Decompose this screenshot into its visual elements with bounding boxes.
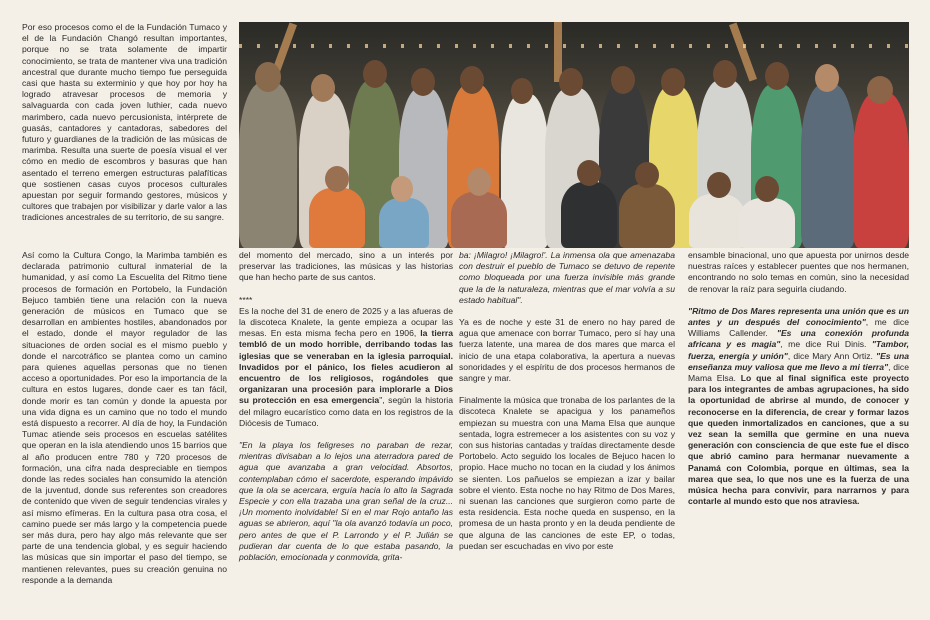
person-head: [411, 68, 435, 96]
paragraph: del momento del mercado, sino a un interés por preservar las tradiciones, las músicas y las historias que han hecho parte de sus cantos.: [239, 250, 453, 283]
text-run: , dice Mama Elsa.: [688, 361, 909, 384]
bold-italic-quote: "Ritmo de Dos Mares representa una unión que es un antes y un después del conocimiento": [688, 305, 909, 328]
person: [451, 192, 507, 248]
bold-italic-quote: "Tambor, fuerza, energía y unión": [688, 339, 910, 361]
article-column-3: [459, 250, 675, 552]
person-head: [707, 172, 731, 198]
quotes-paragraph: [688, 306, 909, 508]
group-photo: [239, 22, 909, 248]
person-head: [559, 68, 583, 96]
person-head: [577, 160, 601, 186]
person-head: [460, 66, 484, 94]
text-run: , me dice Williams Callender.: [688, 317, 909, 339]
person: [379, 198, 429, 248]
person: [309, 188, 365, 248]
section-separator: ****: [239, 294, 253, 305]
bold-italic-quote: "Es una enseñanza muy valiosa que me llevo a mi tierra": [688, 350, 909, 372]
paragraph: Por eso procesos como el de la Fundación Tumaco y el de la Fundación Changó resultan importantes, porque no se trata solamente de impartir conocimiento, se trata de mantener viva una tradición ancestral que durante mucho tiempo fue perseguida casi que hasta su exterminio y que hoy por hoy ha logrado atravesar procesos de memoria y salvaguarda con cada joven luthier, cada nuevo marimbero, cada nuevo percusionista, intérprete de guasás, cantadores y cantadoras, sabedores del futuro y guardianes de la tradición de las músicas de marimba. Resulta una suerte de poesía visual el ver cómo en medio de escombros y basuras que han asentado el terreno emergen estructuras palafíticas que sostienen casas cuyos procesos culturales apuestan por seguir formando gestores, músicos y cultores que trabajen por visibilizar y darle valor a las tradiciones ancestrales de su territorio, de su sangre.: [22, 22, 227, 223]
person-head: [311, 74, 335, 102]
person: [619, 184, 675, 248]
person-head: [325, 166, 349, 192]
text-run: ", según la historia del milagro eucarístico como data en los registros de la Diócesis de Tumaco.: [239, 395, 453, 428]
person: [801, 84, 855, 248]
paragraph: Ya es de noche y este 31 de enero no hay pared de agua que amenace con borrar Tumaco, pero sí hay una fuerza latente, una marea de dos mares que marca el inicio de una etapa colaborativa, la apertura a nuevas sonoridades y el espíritu de dos procesos hermanos de sangre y mar.: [459, 317, 675, 384]
person: [239, 82, 297, 248]
person: [561, 182, 617, 248]
person-head: [755, 176, 779, 202]
text-run: , me dice Rui Dinis.: [780, 339, 872, 350]
person-head: [815, 64, 839, 92]
person: [501, 94, 549, 248]
person-head: [765, 62, 789, 90]
string-lights: [239, 44, 909, 48]
person-head: [713, 60, 737, 88]
person-head: [391, 176, 413, 202]
person-head: [635, 162, 659, 188]
paragraph: Así como la Cultura Congo, la Marimba también es declarada patrimonio cultural inmaterial de la humanidad, y así como La Escuelita del Ritmo tiene procesos de formación en Portobelo, la Fundación Bejuco también tiene una relación con la nueva generación de músicos en Tumaco que se desarrollan en ambientes hostiles, abandonados por el estado, donde el mayor regulador de las situaciones de orden social es el mismo pueblo y donde el narcotráfico se plantea como un camino para quienes aquellas personas que no tienen acceso a oportunidades. Por eso la importancia de la cultura en estos lugares, donde caer es tan fácil, donde morir es tan común y donde la apuesta por una vida digna es un camino que no todo el mundo está dispuesto a recorrer. Al día de hoy, la Fundación Tumac atiende seis procesos en escuelas satélites que operan en la isla atendiendo unos 15 barrios que al año producen entre 780 y 720 procesos de formación, una cifra nada despreciable en tiempos donde las redes sociales han consumido la atención de la juventud, donde sus referentes son creadores de contenido que viven de seguir tendencias virales y así mismo efímeras. En la cultura pasa otra cosa, el camino puede ser más largo y la competencia puede ser más dura, pero hay algo más relevante que ser parte de una tendencia global, y es seguir haciendo las músicas que sin importar el paso del tiempo, se mantienen relevantes, pues su creación genuina no responde a la demanda: [22, 250, 227, 585]
italic-quote: ba: ¡Milagro! ¡Milagro!'. La inmensa ola que amenazaba con destruir el pueblo de Tumaco se detuvo de repente como bloqueada por una fuerza invisible más grande que la de la naturaleza, mientras que el mar volvía a su estado habitual".: [459, 250, 675, 305]
person-head: [363, 60, 387, 88]
bold-text-run: Lo que al final significa este proyecto para los integrantes de ambas agrupaciones, ha sido la oportunidad de abrirse al mundo, de conocer y reconocerse en la diferencia, de crear y formar lazos que queden inmortalizados en canciones, que a su vez sean la semilla que germine en una nueva generación con consciencia de que este fue el disco que abrió camino para hermanar nuevamente a Panamá con Colombia, porque en últimas, sea la marea que sea, lo que nos une es la fuerza de una música hecha para convivir, para narrarnos y para contarle al mundo esto que nos atraviesa.: [688, 373, 909, 507]
text-run: Es la noche del 31 de enero de 2025 y a las afueras de la discoteca Knalete, la gente empieza a ocupar las mesas. En esta misma fecha pero en 1906,: [239, 305, 453, 339]
person: [739, 198, 795, 248]
person-head: [661, 68, 685, 96]
article-column-4: [688, 250, 909, 507]
article-column-1-bottom: [22, 250, 227, 586]
person-head: [867, 76, 893, 104]
person-head: [467, 168, 491, 196]
person-head: [255, 62, 281, 92]
person: [853, 92, 909, 248]
person: [689, 194, 745, 248]
person-head: [511, 78, 533, 104]
bold-text-run: la tierra tembló de un modo horrible, derribando todas las iglesias que se veneraban en la iglesia parroquial. Invadidos por el pánico, los fieles acudieron al encuentro de los religiosos, rogándoles que organizaran una procesión para implorarle a Dios su protección en esa emergencia: [239, 328, 453, 406]
article-column-1-top: [22, 22, 227, 224]
text-run: , dice Mary Ann Ortiz.: [787, 350, 876, 361]
paragraph: [239, 306, 453, 429]
article-column-2: [239, 250, 453, 563]
bold-italic-quote: "Es una conexión profunda africana y es magia": [688, 328, 909, 350]
paragraph: Finalmente la música que tronaba de los parlantes de la discoteca Knalete se apacigua y los panameños empiezan su muestra con una Mama Elsa que aunque sentada, logra estremecer a los asistentes con su voz y con sus historias cantadas y traídas directamente desde Portobelo. Acto seguido los locales de Bejuco hacen lo propio. Hace mucho no tocan en la ciudad y los ánimos se sienten. Los pañuelos se empiezan a izar y bailar sobre el viento. Esta noche no hay Ritmo de Dos Mares, ni suenan las canciones que surgieron como parte de esta residencia. Esta noche queda en suspenso, en la promesa de un hasta pronto y en la deuda pendiente de que alguna de las canciones de este EP, o todas, puedan ser escuchadas en vivo por este: [459, 395, 675, 551]
paragraph: ensamble binacional, uno que apuesta por unirnos desde nuestras raíces y establecer puentes que nos hermanen, encontrando no solo temas en común, sino la necesidad de renovar la raíz para seguirla ciudando.: [688, 250, 909, 294]
person-head: [611, 66, 635, 94]
italic-quote: "En la playa los feligreses no paraban de rezar, mientras divisaban a lo lejos una aterradora pared de agua que avanzaba a gran velocidad. Absortos, contemplaban cómo el sacerdote, esperando impávido que la ola se acercara, erguía hacia lo alto la Sagrada Especie y con ella trazaba una gran señal de la cruz... ¡Un momento inolvidable! Si en el mar Rojo antaño las aguas se abrieron, aquí "la ola avanzó todavía un poco, pero antes de que el P. Larrondo y el P. Julián se pudieran dar cuenta de lo que estaba pasando, la población, emocionada y conmovida, grita-: [239, 440, 453, 563]
